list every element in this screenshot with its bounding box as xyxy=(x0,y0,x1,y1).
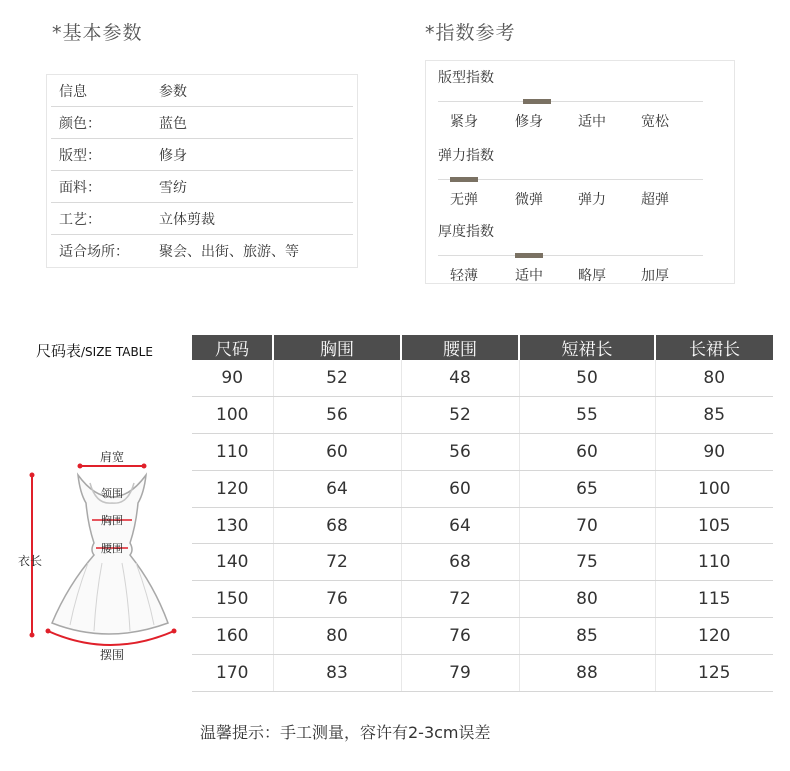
size-table-label xyxy=(36,340,153,361)
size-table-label-en: /SIZE TABLE xyxy=(81,345,153,359)
param-value: 聚会、出街、旅游、等 xyxy=(159,244,299,260)
index-reference-title: *指数参考 xyxy=(425,22,516,44)
table-row xyxy=(192,470,773,507)
waist-label: 腰围 xyxy=(101,542,123,555)
basic-row xyxy=(51,75,353,107)
measure-dot xyxy=(30,633,35,638)
basic-row xyxy=(51,139,353,171)
index-option: 弹力 xyxy=(578,192,606,208)
table-cell: 100 xyxy=(655,470,773,507)
table-cell: 83 xyxy=(273,654,401,691)
param-key: 适合场所： xyxy=(59,244,129,260)
column-header: 腰围 xyxy=(401,335,519,360)
table-row xyxy=(192,360,773,397)
column-header: 胸围 xyxy=(273,335,401,360)
param-value: 蓝色 xyxy=(159,115,187,132)
param-key: 版型： xyxy=(59,147,101,164)
basic-params-title: *基本参数 xyxy=(52,22,143,44)
table-row xyxy=(192,581,773,618)
table-row xyxy=(192,618,773,655)
basic-row xyxy=(51,171,353,203)
basic-row xyxy=(51,235,353,267)
table-cell: 120 xyxy=(655,618,773,655)
table-cell: 70 xyxy=(519,507,655,544)
basic-row xyxy=(51,203,353,235)
table-cell: 72 xyxy=(273,544,401,581)
table-cell: 160 xyxy=(192,618,273,655)
table-cell: 68 xyxy=(273,507,401,544)
measurement-note: 温馨提示：手工测量，容许有2-3cm误差 xyxy=(200,723,491,742)
table-cell: 170 xyxy=(192,654,273,691)
measure-dot xyxy=(78,464,83,469)
table-cell: 140 xyxy=(192,544,273,581)
index-marker xyxy=(523,99,551,104)
table-cell: 75 xyxy=(519,544,655,581)
index-option: 宽松 xyxy=(641,114,669,130)
collar-label: 领围 xyxy=(101,487,123,500)
measure-dot xyxy=(30,473,35,478)
table-row xyxy=(192,654,773,691)
table-cell: 130 xyxy=(192,507,273,544)
table-cell: 105 xyxy=(655,507,773,544)
table-cell: 68 xyxy=(401,544,519,581)
param-key: 面料： xyxy=(59,179,101,196)
param-key: 信息 xyxy=(59,83,87,100)
table-cell: 120 xyxy=(192,470,273,507)
index-option: 修身 xyxy=(515,114,543,130)
size-table-label-cn: 尺码表 xyxy=(36,342,82,360)
length-label: 衣长 xyxy=(18,554,43,568)
table-cell: 88 xyxy=(519,654,655,691)
index-title: 版型指数 xyxy=(438,70,494,86)
shoulder-label: 肩宽 xyxy=(99,450,125,464)
index-option: 无弹 xyxy=(450,192,478,208)
table-cell: 72 xyxy=(401,581,519,618)
table-cell: 76 xyxy=(273,581,401,618)
table-cell: 85 xyxy=(519,618,655,655)
table-header-row xyxy=(192,335,773,360)
table-cell: 56 xyxy=(273,397,401,434)
thickness-index xyxy=(438,221,718,284)
table-cell: 64 xyxy=(273,470,401,507)
param-key: 颜色： xyxy=(59,115,101,132)
table-cell: 64 xyxy=(401,507,519,544)
table-cell: 110 xyxy=(655,544,773,581)
measure-dot xyxy=(142,464,147,469)
index-option: 轻薄 xyxy=(450,268,478,284)
fit-index xyxy=(438,67,718,130)
index-option: 略厚 xyxy=(578,268,606,284)
table-row xyxy=(192,397,773,434)
index-option: 加厚 xyxy=(641,268,669,284)
measure-dot xyxy=(172,629,177,634)
index-scale-line xyxy=(438,101,703,102)
index-option: 适中 xyxy=(515,268,543,284)
elasticity-index xyxy=(438,145,718,208)
index-option: 紧身 xyxy=(450,114,478,130)
table-cell: 115 xyxy=(655,581,773,618)
basic-params-table xyxy=(46,74,358,268)
table-cell: 76 xyxy=(401,618,519,655)
table-cell: 125 xyxy=(655,654,773,691)
table-cell: 80 xyxy=(655,360,773,397)
index-option: 超弹 xyxy=(641,192,669,208)
param-value: 参数 xyxy=(159,83,187,100)
basic-row xyxy=(51,107,353,139)
column-header: 短裙长 xyxy=(519,335,655,360)
table-cell: 79 xyxy=(401,654,519,691)
table-cell: 90 xyxy=(655,434,773,471)
table-cell: 48 xyxy=(401,360,519,397)
param-key: 工艺： xyxy=(59,211,101,228)
dress-measurement-diagram xyxy=(18,445,198,665)
size-table-body xyxy=(192,360,773,691)
table-cell: 85 xyxy=(655,397,773,434)
table-cell: 60 xyxy=(519,434,655,471)
table-cell: 56 xyxy=(401,434,519,471)
index-marker xyxy=(515,253,543,258)
dress-svg xyxy=(18,445,198,665)
index-option: 适中 xyxy=(578,114,606,130)
index-title: 弹力指数 xyxy=(438,148,494,164)
column-header: 尺码 xyxy=(192,335,273,360)
table-cell: 60 xyxy=(273,434,401,471)
param-value: 修身 xyxy=(159,147,187,164)
index-option: 微弹 xyxy=(515,192,543,208)
table-cell: 52 xyxy=(273,360,401,397)
chest-label: 胸围 xyxy=(101,514,123,527)
table-cell: 50 xyxy=(519,360,655,397)
param-value: 雪纺 xyxy=(159,179,187,196)
table-cell: 60 xyxy=(401,470,519,507)
table-cell: 65 xyxy=(519,470,655,507)
table-cell: 80 xyxy=(519,581,655,618)
table-cell: 52 xyxy=(401,397,519,434)
table-cell: 100 xyxy=(192,397,273,434)
measure-dot xyxy=(46,629,51,634)
table-cell: 80 xyxy=(273,618,401,655)
table-cell: 55 xyxy=(519,397,655,434)
index-title: 厚度指数 xyxy=(438,224,494,240)
index-reference-box xyxy=(425,60,735,284)
index-scale-line xyxy=(438,255,703,256)
table-row xyxy=(192,544,773,581)
size-table xyxy=(192,335,773,692)
table-row xyxy=(192,507,773,544)
hem-label: 摆围 xyxy=(99,648,125,662)
column-header: 长裙长 xyxy=(655,335,773,360)
param-value: 立体剪裁 xyxy=(159,211,215,228)
table-cell: 90 xyxy=(192,360,273,397)
table-cell: 110 xyxy=(192,434,273,471)
table-cell: 150 xyxy=(192,581,273,618)
table-row xyxy=(192,434,773,471)
index-marker xyxy=(450,177,478,182)
